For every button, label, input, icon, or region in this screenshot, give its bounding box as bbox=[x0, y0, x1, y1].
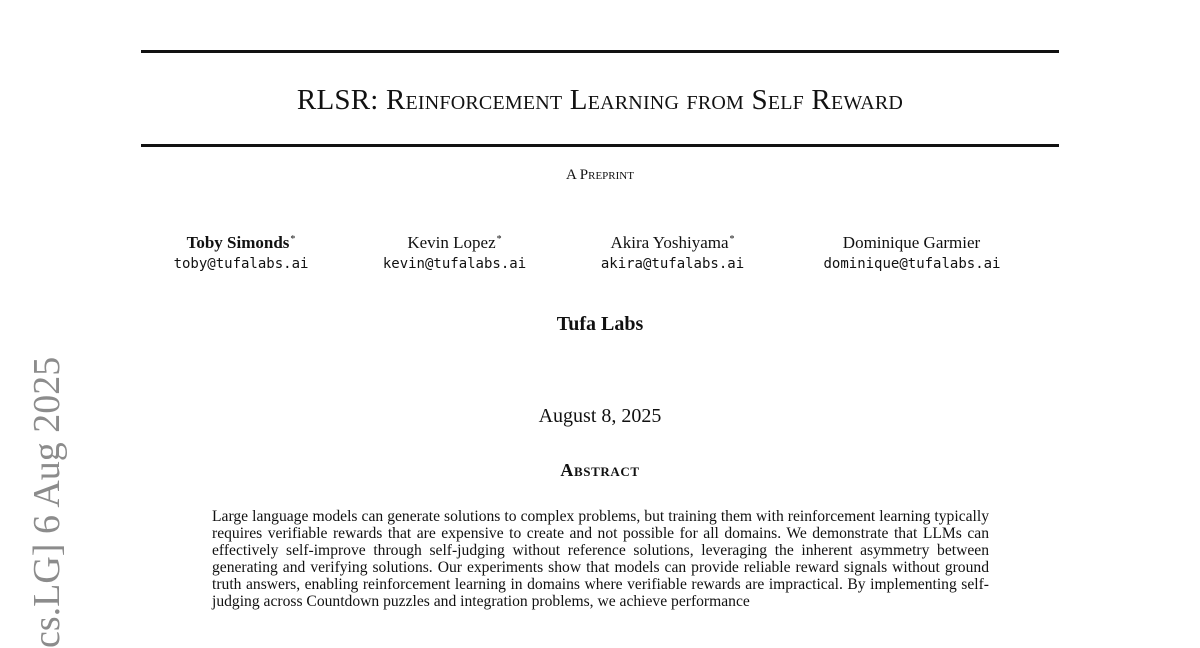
abstract-heading: Abstract bbox=[560, 460, 640, 480]
title-top-rule bbox=[141, 50, 1059, 53]
author-block bbox=[803, 229, 1021, 274]
equal-contribution-mark: * bbox=[729, 234, 735, 245]
author-name: Toby Simonds* bbox=[186, 233, 296, 252]
paper-title: RLSR: Reinforcement Learning from Self Reward bbox=[296, 84, 904, 116]
publication-date: August 8, 2025 bbox=[538, 405, 662, 427]
author-block bbox=[585, 229, 760, 274]
author-name: Dominique Garmier bbox=[842, 233, 981, 252]
author-block bbox=[367, 229, 542, 274]
title-bottom-rule bbox=[141, 144, 1059, 147]
author-name: Akira Yoshiyama* bbox=[610, 233, 735, 252]
author-email: toby@tufalabs.ai bbox=[173, 256, 309, 272]
author-email: akira@tufalabs.ai bbox=[600, 256, 745, 272]
abstract-text: Large language models can generate solutions to complex problems, but training them with reinforcement learning typically requires verifiable rewards that are expensive to create and not possible for all domains. We demonstrate that LLMs can effectively self-improve through self-judging without reference solutions, leveraging the inherent asymmetry between generating and verifying solutions. Our experiments show that models can provide reliable reward signals without ground truth answers, enabling reinforcement learning in domains where verifiable rewards are impractical. By implementing self-judging across Countdown puzzles and integration problems, we achieve performance bbox=[212, 508, 989, 610]
preprint-label: A Preprint bbox=[566, 167, 634, 183]
author-block bbox=[160, 229, 322, 274]
author-email: dominique@tufalabs.ai bbox=[823, 256, 1001, 272]
author-email: kevin@tufalabs.ai bbox=[382, 256, 527, 272]
equal-contribution-mark: * bbox=[290, 234, 296, 245]
equal-contribution-mark: * bbox=[496, 234, 502, 245]
author-name: Kevin Lopez* bbox=[407, 233, 502, 252]
arxiv-identifier-stamp: cs.LG] 6 Aug 2025 bbox=[26, 356, 68, 648]
affiliation: Tufa Labs bbox=[556, 313, 644, 335]
